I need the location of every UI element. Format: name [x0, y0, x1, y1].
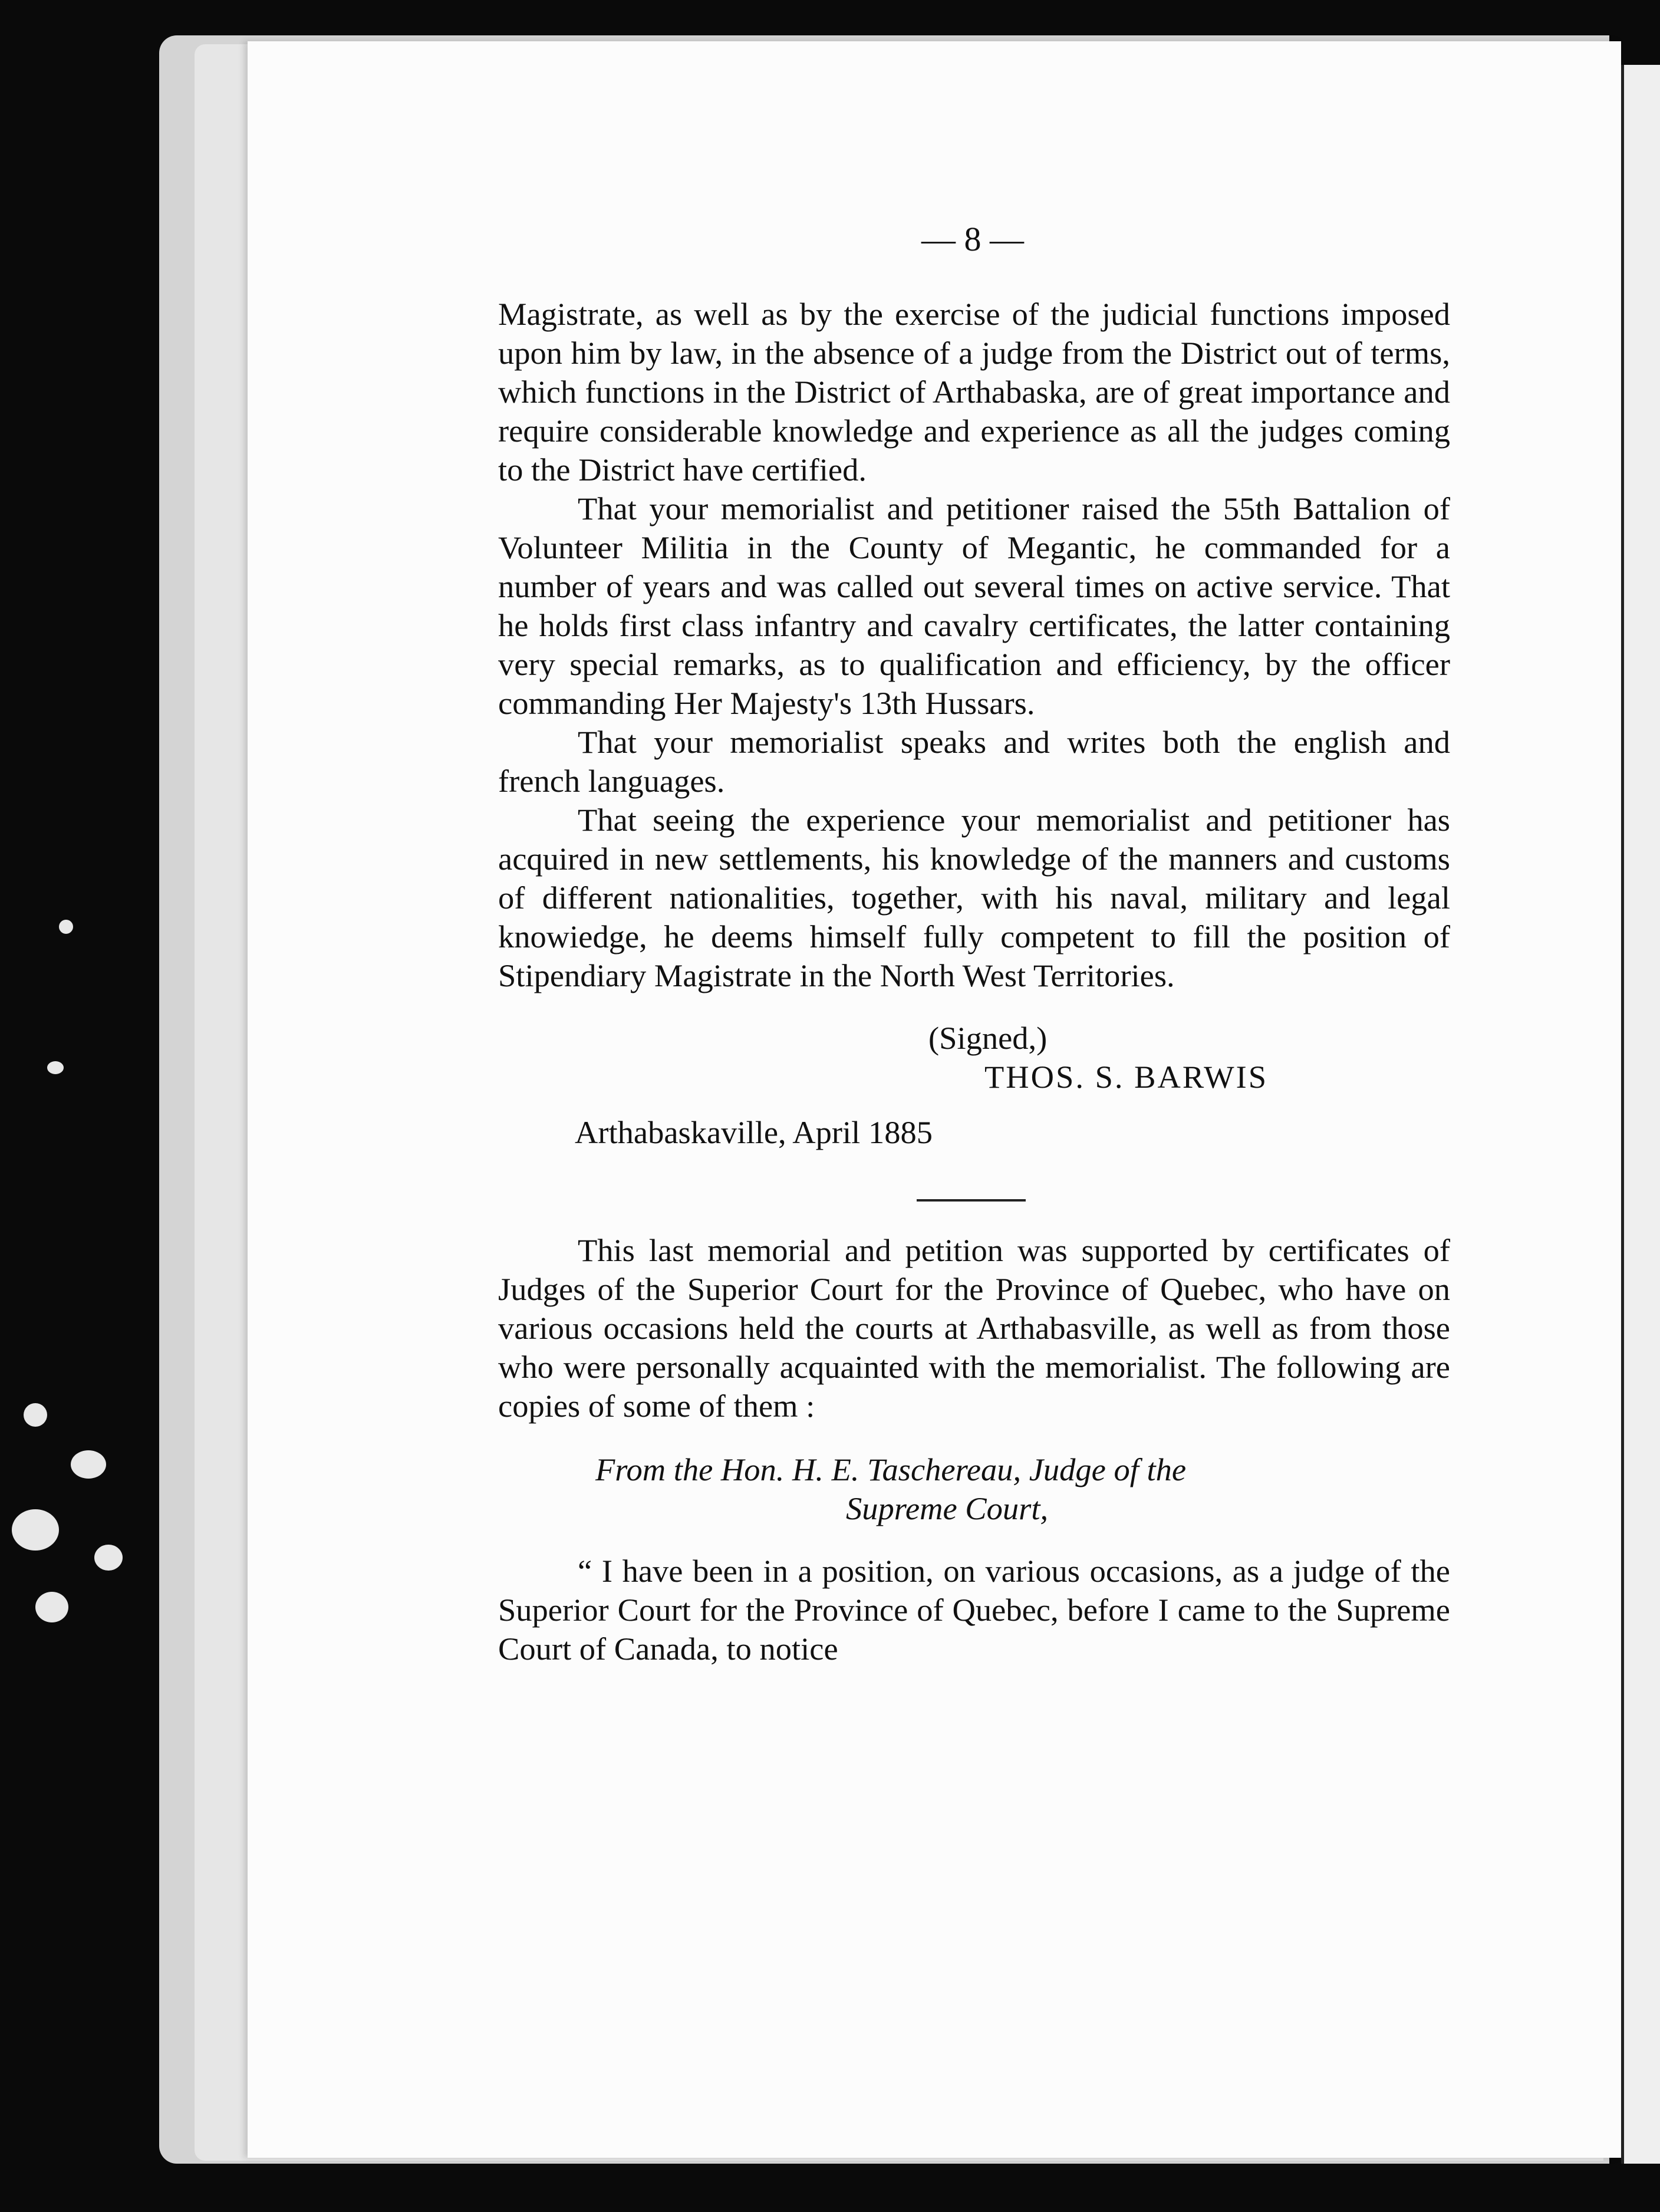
paragraph-supported: This last memorial and petition was supported by certificates of Judges of the Superior Court for the Province of Quebec, who have on various occasions held the courts at Arthabasville, as well as from those who were personally acquainted with the memorialist. The following are copies of some of them :: [498, 1232, 1450, 1424]
facing-page-edge: [1621, 65, 1660, 2164]
section-divider: [917, 1199, 1026, 1202]
signed-label: (Signed,): [928, 1020, 1048, 1056]
dust-speck: [47, 1061, 64, 1074]
dust-speck: [12, 1509, 59, 1551]
from-heading-line1: From the Hon. H. E. Taschereau, Judge of the: [595, 1451, 1187, 1487]
dateline: Arthabaskaville, April 1885: [575, 1114, 933, 1150]
body-text: [498, 295, 1450, 1668]
page-number: — 8 —: [921, 220, 1024, 258]
paragraph-languages: That your memorialist speaks and writes both the english and french languages.: [498, 724, 1450, 799]
from-heading-line2: Supreme Court,: [846, 1490, 1049, 1526]
paragraph-battalion: That your memorialist and petitioner raised the 55th Battalion of Volunteer Militia in the County of Megantic, he commanded for a number of years and was called out several times on active service. That he holds first class infantry and cavalry certificates, the latter containing very special remarks, as to qualification and efficiency, by the officer commanding Her Majesty's 13th Hussars.: [498, 491, 1450, 721]
dust-speck: [59, 920, 73, 934]
paragraph-quote: “ I have been in a position, on various occasions, as a judge of the Superior Court for the Province of Quebec, before I came to the Supreme Court of Canada, to notice: [498, 1553, 1450, 1667]
signer-name: THOS. S. BARWIS: [984, 1059, 1269, 1095]
paragraph-experience: That seeing the experience your memorialist and petitioner has acquired in new settlements, his knowledge of the manners and customs of different nationalities, together, with his naval, military and legal knowiedge, he deems himself fully competent to fill the position of Stipendiary Magistrate in the North West Territories.: [498, 802, 1450, 993]
dust-speck: [94, 1545, 123, 1571]
dust-speck: [71, 1450, 106, 1479]
paragraph-magistrate: Magistrate, as well as by the exercise of the judicial functions imposed upon him by law, in the absence of a judge from the District out of terms, which functions in the District of Arthabaska, are of great importance and require considerable knowledge and experience as all the judges coming to the District have certified.: [498, 296, 1450, 488]
dust-speck: [35, 1592, 68, 1622]
dust-speck: [24, 1403, 47, 1427]
